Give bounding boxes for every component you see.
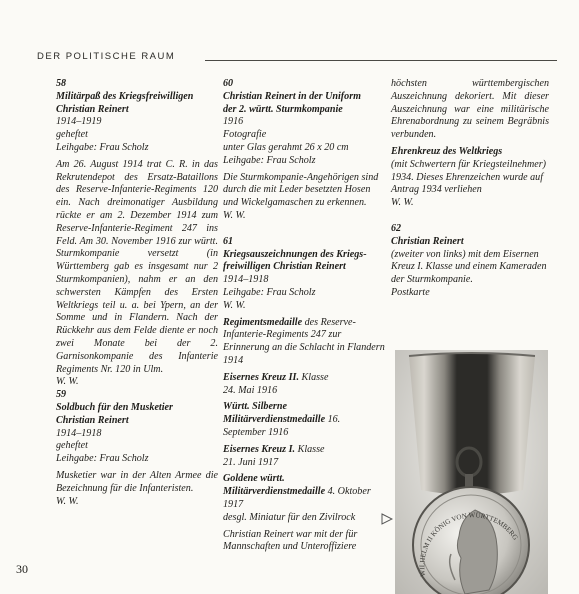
entry-text-61-continued: höchsten württembergischen Auszeichnung dekoriert. Mit dieser Auszeichnung war eine militärische Ehrenabordnung zu seinem Begräbnis verbunden.: [391, 78, 549, 141]
entry-material-62: Postkarte: [391, 286, 430, 298]
medal-inscription: WILHELM II KÖNIG VON WÜRTTEMBERG: [418, 511, 520, 577]
medal-iron-cross-1-name: Eisernes Kreuz I.: [223, 443, 296, 455]
entry-lender-60: Leihgabe: Frau Scholz: [223, 154, 316, 166]
entry-material-59: geheftet: [56, 440, 88, 452]
medal-iron-cross-1: [223, 444, 385, 457]
medal-regiment-name: Regimentsmedaille: [223, 316, 303, 328]
catalog-number-59: 59: [56, 389, 67, 401]
medal-silver: [223, 401, 385, 439]
medal-regiment-text: des Reserve-Infanterie-Regiments 247 zur Erinnerung an die Schlacht in Flandern 1914: [223, 316, 385, 366]
medal-gold: [223, 473, 385, 511]
column-2: [223, 78, 385, 554]
entry-dimensions-60: unter Glas gerahmt 26 x 20 cm: [223, 141, 349, 153]
entry-lender-59: Leihgabe: Frau Scholz: [56, 453, 149, 465]
entry-title-61-line1: Kriegsauszeichnungen des Kriegs-: [223, 248, 367, 260]
entry-title-62: Christian Reinert: [391, 235, 464, 247]
entry-date-59: 1914–1918: [56, 427, 102, 439]
entry-title-59-line2: Christian Reinert: [56, 414, 129, 426]
medal-iron-cross-2: [223, 372, 385, 385]
medal-gold-name: Goldene württ. Militärverdienstmedaille: [223, 473, 326, 498]
column-1: [56, 78, 218, 508]
caption-pointer-icon: [381, 513, 393, 525]
catalog-number-58: 58: [56, 78, 67, 89]
entry-material-60: Fotografie: [223, 129, 267, 141]
medal-gold-miniature: desgl. Miniatur für den Zivilrock: [223, 511, 356, 523]
entry-text-58: Am 26. August 1914 trat C. R. in das Rekrutendepot des Ersatz-Bataillons des Reserve-Infanterie-Regiments 120 ein. Nach dreimonatiger Ausbildung rückte er am 2. Dezember 1914 zum Reserve-Infanterie-Regiment 247 ins Feld. Am 30. November 1916 zur württ. Sturmkompanie versetzt (in Württemberg gab es insgesamt nur 2 Sturmkompanien), nahm er an den schwersten Kämpfen des Ersten Weltkriegs teil u. a. bei Ypern, an der Somme und in Flandern. Nach der Rückkehr aus dem Felde diente er noch zwei Monate bei der 2. Garnisonkompanie des Infanterie Regiments Nr. 120 in Ulm.: [56, 158, 218, 375]
medal-iron-cross-2-date: 24. Mai 1916: [223, 384, 278, 396]
entry-title-58-line1: Militärpaß des Kriegsfreiwilligen: [56, 90, 194, 102]
entry-text-59: Musketier war in der Alten Armee die Bezeichnung für die Infanteristen.: [56, 469, 218, 494]
medal-silver-date: 16. September 1916: [223, 414, 341, 438]
entry-author-59: W. W.: [56, 495, 79, 507]
catalog-number-61: 61: [223, 235, 234, 247]
running-header: DER POLITISCHE RAUM: [37, 51, 176, 62]
medal-silver-name: Württ. Silberne Militärverdienstmedaille: [223, 401, 326, 426]
medal-image: [395, 350, 548, 594]
entry-date-61: 1914–1918: [223, 274, 269, 286]
entry-title-60-line1: Christian Reinert in der Uniform: [223, 90, 361, 102]
medal-honor-cross-text: 1934. Dieses Ehrenzeichen wurde auf Antrag 1934 verliehen: [391, 171, 544, 196]
entry-text-61: Christian Reinert war mit der für Mannschaften und Unteroffiziere: [223, 528, 358, 553]
entry-lender-61: Leihgabe: Frau Scholz: [223, 286, 316, 298]
entry-author-60: W. W.: [223, 209, 246, 221]
entry-date-58: 1914–1919: [56, 116, 102, 128]
medal-honor-cross-name: Ehrenkreuz des Weltkriegs: [391, 145, 503, 157]
medal-iron-cross-2-class: Klasse: [299, 371, 329, 383]
medal-photo: [395, 350, 548, 594]
entry-text-62: (zweiter von links) mit dem Eisernen Kreuz I. Klasse und einem Kameraden der Sturmkompanie.: [391, 248, 547, 286]
medal-iron-cross-1-date: 21. Juni 1917: [223, 456, 279, 468]
entry-title-60-line2: der 2. württ. Sturmkompanie: [223, 103, 343, 115]
medal-regiment: [223, 317, 385, 368]
header-rule: [205, 60, 557, 61]
entry-date-60: 1916: [223, 116, 244, 128]
entry-text-60: Die Sturmkompanie-Angehörigen sind durch die mit Leder besetzten Hosen und Wickelgamaschen zu erkennen.: [223, 171, 379, 209]
column-3: [391, 78, 549, 300]
entry-title-61-line2: freiwilligen Christian Reinert: [223, 261, 346, 273]
entry-title-58-line2: Christian Reinert: [56, 103, 129, 115]
entry-material-58: geheftet: [56, 129, 88, 141]
entry-author-61b: W. W.: [391, 197, 414, 209]
medal-gold-date: 4. Oktober 1917: [223, 486, 371, 510]
catalog-number-62: 62: [391, 222, 402, 234]
entry-title-59-line1: Soldbuch für den Musketier: [56, 401, 173, 413]
catalog-number-60: 60: [223, 78, 234, 89]
entry-author-58: W. W.: [56, 376, 79, 388]
medal-iron-cross-2-name: Eisernes Kreuz II.: [223, 371, 300, 383]
entry-author-61a: W. W.: [223, 299, 246, 311]
page-number: 30: [16, 562, 28, 576]
entry-lender-58: Leihgabe: Frau Scholz: [56, 141, 149, 153]
medal-iron-cross-1-class: Klasse: [295, 443, 325, 455]
medal-honor-cross-note: (mit Schwertern für Kriegsteilnehmer): [391, 158, 547, 170]
